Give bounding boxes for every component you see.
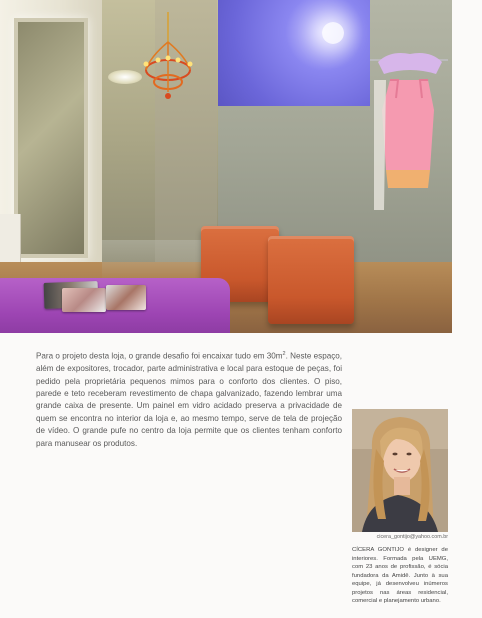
magazine: [62, 288, 106, 312]
article-text-rest: . Neste espaço, além de expositores, trocador, parte administrativa e local para estoque de peças, foi pedido pela proprietária pequenos mimos para o conforto dos clientes. O piso, parede e teto receberam revestimento de chapa galvanizado, fazendo lembrar uma grande caixa de presente. Um painel em vidro acidado preserva a privacidade de quem se encontra no interior da loja e, ao mesmo tempo, serve de tela de projeção de vídeo. O grande pufe no centro da loja permite que os clientes tenham conforto para manusear os produtos.: [36, 351, 342, 448]
designer-portrait: [352, 409, 448, 532]
projector-light: [322, 22, 344, 44]
article-text-start: Para o projeto desta loja, o grande desafio foi encaixar tudo em 30m: [36, 351, 283, 361]
woman-portrait-icon: [352, 409, 448, 532]
clothes-rack-icon: [370, 40, 448, 220]
orange-pouf: [268, 236, 354, 324]
article-paragraph: [36, 348, 342, 450]
video-projection-screen: [218, 0, 370, 106]
designer-email: cicera_gontijo@yahoo.com.br: [376, 534, 448, 540]
magazine: [106, 285, 146, 310]
superscript-two: 2: [282, 351, 286, 357]
wall-light: [108, 70, 142, 84]
designer-bio: CÍCERA GONTIJO é designer de interiores. Formada pela UEMG, com 23 anos de profissão, é sócia fundadora da Amidê. Junto à sua equipe, já desenvolveu inúmeros projetos nas áreas residencial, comercial e planejamento urbano.: [352, 547, 448, 604]
wall-mirror: [14, 18, 88, 258]
chandelier-icon: [140, 12, 196, 104]
